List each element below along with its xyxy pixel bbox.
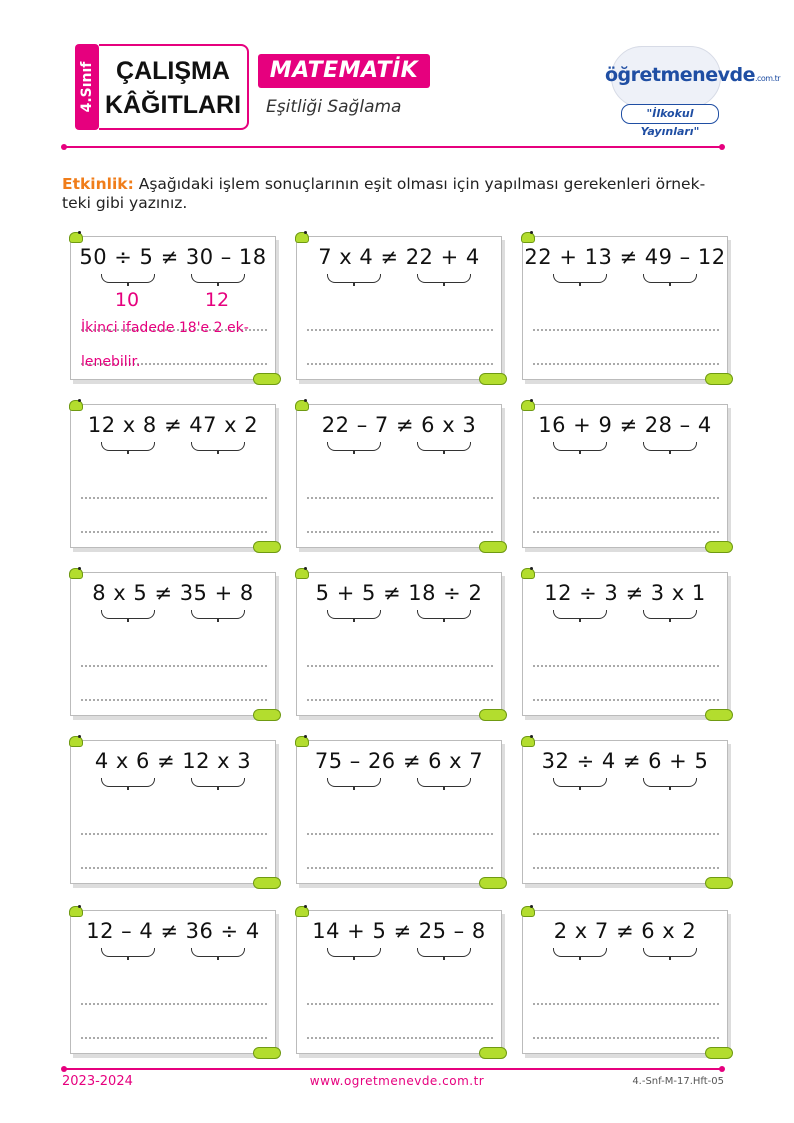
answer-line[interactable] bbox=[307, 833, 493, 835]
left-brace bbox=[327, 610, 381, 619]
footer-code: 4.-Snf-M-17.Hft-05 bbox=[632, 1076, 724, 1087]
answer-line[interactable] bbox=[533, 497, 719, 499]
activity-label: Etkinlik: bbox=[62, 175, 134, 193]
left-brace bbox=[327, 778, 381, 787]
answer-line[interactable] bbox=[307, 329, 493, 331]
answer-line[interactable] bbox=[81, 497, 267, 499]
clip-icon bbox=[293, 904, 311, 916]
exercise-card bbox=[522, 910, 728, 1054]
worm-icon bbox=[479, 541, 507, 553]
inequality-expression: 22 + 13 ≠ 49 – 12 bbox=[524, 245, 726, 269]
logo-tagline: "İlkokul Yayınları" bbox=[621, 104, 719, 124]
clip-icon bbox=[519, 566, 537, 578]
clip-icon bbox=[293, 230, 311, 242]
logo-name: öğretmenevde.com.tr bbox=[605, 64, 781, 86]
answer-line[interactable] bbox=[533, 363, 719, 365]
answer-line[interactable] bbox=[307, 1003, 493, 1005]
topic-title: Eşitliği Sağlama bbox=[266, 97, 402, 117]
worm-icon bbox=[705, 709, 733, 721]
right-brace bbox=[417, 948, 471, 957]
exercise-card bbox=[522, 740, 728, 884]
left-brace bbox=[101, 778, 155, 787]
clip-icon bbox=[67, 230, 85, 242]
worm-icon bbox=[479, 709, 507, 721]
worksheet-title bbox=[99, 44, 249, 130]
answer-line[interactable] bbox=[533, 329, 719, 331]
publisher-logo bbox=[605, 44, 781, 138]
footer-year: 2023-2024 bbox=[62, 1074, 133, 1089]
worm-icon bbox=[253, 1047, 281, 1059]
right-brace bbox=[191, 610, 245, 619]
clip-icon bbox=[67, 904, 85, 916]
clip-icon bbox=[519, 734, 537, 746]
answer-text: İkinci ifadede 18'e 2 ek- bbox=[81, 320, 249, 336]
clip-icon bbox=[519, 904, 537, 916]
right-brace bbox=[643, 442, 697, 451]
worm-icon bbox=[705, 877, 733, 889]
answer-line[interactable] bbox=[533, 1037, 719, 1039]
answer-line[interactable] bbox=[81, 833, 267, 835]
clip-icon bbox=[293, 398, 311, 410]
right-brace bbox=[643, 778, 697, 787]
right-result[interactable]: 12 bbox=[204, 289, 230, 311]
answer-line[interactable] bbox=[307, 1037, 493, 1039]
activity-instruction bbox=[62, 175, 724, 213]
header-divider bbox=[64, 146, 722, 148]
answer-line[interactable] bbox=[307, 363, 493, 365]
inequality-expression: 50 ÷ 5 ≠ 30 – 18 bbox=[79, 245, 267, 269]
exercise-card bbox=[296, 404, 502, 548]
left-brace bbox=[101, 610, 155, 619]
inequality-expression: 12 ÷ 3 ≠ 3 x 1 bbox=[544, 581, 706, 605]
worm-icon bbox=[253, 709, 281, 721]
worm-icon bbox=[479, 877, 507, 889]
clip-icon bbox=[519, 398, 537, 410]
grade-label: 4.Sınıf bbox=[79, 61, 95, 113]
worm-icon bbox=[479, 373, 507, 385]
right-brace bbox=[417, 274, 471, 283]
right-brace bbox=[643, 610, 697, 619]
inequality-expression: 75 – 26 ≠ 6 x 7 bbox=[314, 749, 484, 773]
answer-line[interactable] bbox=[533, 833, 719, 835]
left-brace bbox=[553, 610, 607, 619]
answer-line[interactable] bbox=[81, 1037, 267, 1039]
inequality-expression: 8 x 5 ≠ 35 + 8 bbox=[92, 581, 254, 605]
inequality-expression: 7 x 4 ≠ 22 + 4 bbox=[318, 245, 480, 269]
answer-line[interactable] bbox=[81, 699, 267, 701]
left-brace bbox=[553, 948, 607, 957]
inequality-expression: 2 x 7 ≠ 6 x 2 bbox=[553, 919, 697, 943]
answer-line[interactable] bbox=[81, 1003, 267, 1005]
title-line-2: KÂĞITLARI bbox=[104, 91, 242, 119]
right-brace bbox=[417, 778, 471, 787]
left-brace bbox=[327, 442, 381, 451]
worm-icon bbox=[705, 373, 733, 385]
inequality-expression: 12 x 8 ≠ 47 x 2 bbox=[87, 413, 259, 437]
clip-icon bbox=[67, 398, 85, 410]
right-brace bbox=[191, 274, 245, 283]
worm-icon bbox=[253, 373, 281, 385]
left-brace bbox=[101, 442, 155, 451]
inequality-expression: 16 + 9 ≠ 28 – 4 bbox=[538, 413, 712, 437]
exercise-card bbox=[522, 404, 728, 548]
inequality-expression: 5 + 5 ≠ 18 ÷ 2 bbox=[315, 581, 483, 605]
exercise-card bbox=[296, 910, 502, 1054]
clip-icon bbox=[293, 566, 311, 578]
title-line-1: ÇALIŞMA bbox=[116, 57, 230, 85]
clip-icon bbox=[67, 734, 85, 746]
left-result[interactable]: 10 bbox=[114, 289, 140, 311]
subject-badge: MATEMATİK bbox=[258, 54, 430, 88]
worm-icon bbox=[705, 541, 733, 553]
inequality-expression: 32 ÷ 4 ≠ 6 + 5 bbox=[541, 749, 709, 773]
grade-tab bbox=[75, 44, 99, 130]
worm-icon bbox=[253, 877, 281, 889]
worm-icon bbox=[479, 1047, 507, 1059]
footer-url[interactable]: www.ogretmenevde.com.tr bbox=[309, 1074, 485, 1088]
clip-icon bbox=[519, 230, 537, 242]
left-brace bbox=[101, 274, 155, 283]
exercise-card bbox=[522, 572, 728, 716]
exercise-card bbox=[70, 740, 276, 884]
left-brace bbox=[553, 778, 607, 787]
answer-line[interactable] bbox=[533, 531, 719, 533]
right-brace bbox=[191, 778, 245, 787]
answer-line[interactable] bbox=[533, 1003, 719, 1005]
worm-icon bbox=[705, 1047, 733, 1059]
right-brace bbox=[643, 274, 697, 283]
right-brace bbox=[417, 610, 471, 619]
exercise-card bbox=[296, 740, 502, 884]
footer-divider bbox=[64, 1068, 722, 1070]
answer-line[interactable] bbox=[81, 867, 267, 869]
answer-line[interactable] bbox=[307, 699, 493, 701]
exercise-card bbox=[70, 910, 276, 1054]
answer-text: lenebilir. bbox=[81, 354, 141, 370]
inequality-expression: 22 – 7 ≠ 6 x 3 bbox=[321, 413, 477, 437]
right-brace bbox=[191, 948, 245, 957]
answer-line[interactable] bbox=[81, 665, 267, 667]
inequality-expression: 4 x 6 ≠ 12 x 3 bbox=[94, 749, 252, 773]
left-brace bbox=[101, 948, 155, 957]
clip-icon bbox=[67, 566, 85, 578]
exercise-card bbox=[70, 404, 276, 548]
answer-line[interactable] bbox=[533, 665, 719, 667]
answer-line[interactable] bbox=[533, 699, 719, 701]
exercise-card bbox=[70, 236, 276, 380]
answer-line[interactable] bbox=[533, 867, 719, 869]
exercise-card bbox=[296, 236, 502, 380]
answer-line[interactable] bbox=[307, 665, 493, 667]
right-brace bbox=[417, 442, 471, 451]
exercise-card bbox=[296, 572, 502, 716]
inequality-expression: 14 + 5 ≠ 25 – 8 bbox=[312, 919, 486, 943]
left-brace bbox=[553, 442, 607, 451]
activity-text: Aşağıdaki işlem sonuçlarının eşit olması için yapılması gerekenleri örnek-teki gibi yazınız. bbox=[62, 175, 706, 212]
answer-line[interactable] bbox=[307, 531, 493, 533]
answer-line[interactable] bbox=[307, 867, 493, 869]
right-brace bbox=[191, 442, 245, 451]
right-brace bbox=[643, 948, 697, 957]
answer-line[interactable] bbox=[81, 531, 267, 533]
left-brace bbox=[327, 274, 381, 283]
exercise-card bbox=[522, 236, 728, 380]
inequality-expression: 12 – 4 ≠ 36 ÷ 4 bbox=[86, 919, 260, 943]
worm-icon bbox=[253, 541, 281, 553]
left-brace bbox=[553, 274, 607, 283]
left-brace bbox=[327, 948, 381, 957]
answer-line[interactable] bbox=[307, 497, 493, 499]
exercise-card bbox=[70, 572, 276, 716]
clip-icon bbox=[293, 734, 311, 746]
